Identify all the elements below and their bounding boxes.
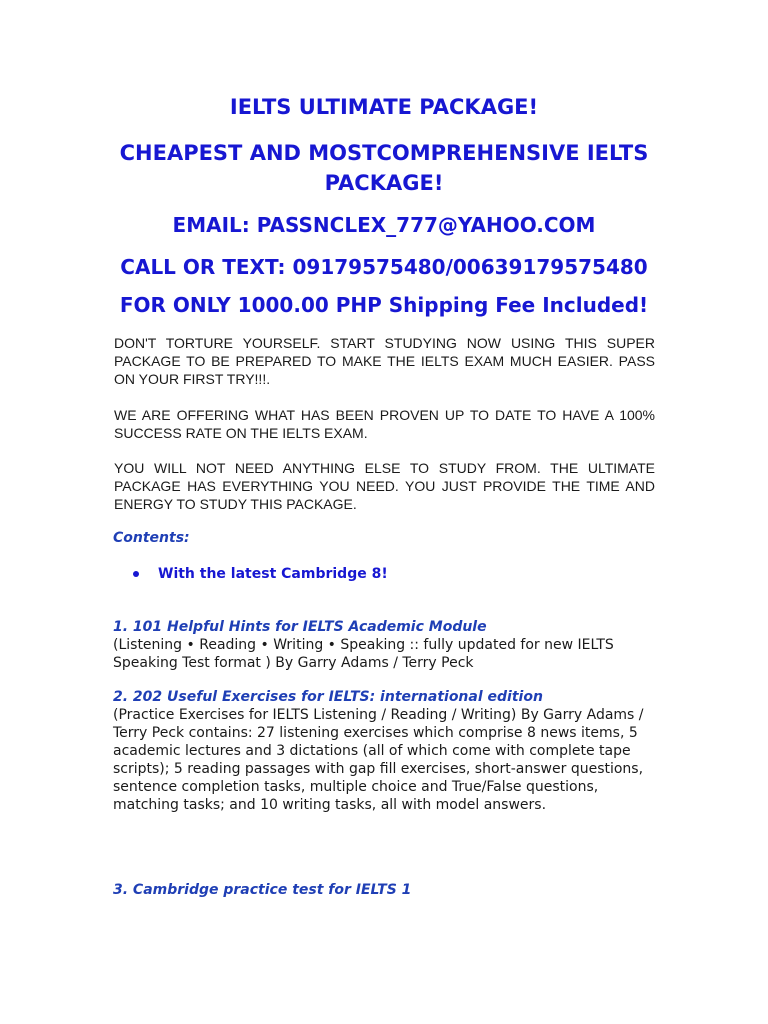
contact-phone: CALL OR TEXT: 09179575480/00639179575480 bbox=[120, 255, 648, 279]
list-item bbox=[133, 565, 388, 583]
page-title: IELTS ULTIMATE PACKAGE! bbox=[229, 95, 539, 119]
book-title-1: 1. 101 Helpful Hints for IELTS Academic Module bbox=[113, 619, 487, 635]
feature-list bbox=[133, 565, 388, 583]
package-paragraph: YOU WILL NOT NEED ANYTHING ELSE TO STUDY FROM. THE ULTIMATE PACKAGE HAS EVERYTHING YOU NEED. YOU JUST PROVIDE THE TIME AND ENERGY TO STUDY THIS PACKAGE. bbox=[114, 460, 655, 512]
bullet-icon bbox=[133, 571, 139, 577]
intro-paragraph: DON'T TORTURE YOURSELF. START STUDYING NOW USING THIS SUPER PACKAGE TO BE PREPARED TO MAKE THE IELTS EXAM MUCH EASIER. PASS ON YOUR FIRST TRY!!!. bbox=[114, 335, 655, 387]
book-description-1: (Listening • Reading • Writing • Speaking :: fully updated for new IELTS Speaking Test format ) By Garry Adams / Terry Peck bbox=[113, 637, 614, 671]
book-title-2: 2. 202 Useful Exercises for IELTS: international edition bbox=[113, 689, 543, 705]
page-subtitle: CHEAPEST AND MOSTCOMPREHENSIVE IELTS PACKAGE! bbox=[119, 141, 649, 195]
list-item-text: With the latest Cambridge 8! bbox=[158, 566, 388, 582]
book-title-3: 3. Cambridge practice test for IELTS 1 bbox=[113, 882, 412, 898]
contents-heading: Contents: bbox=[113, 530, 190, 546]
price-line: FOR ONLY 1000.00 PHP Shipping Fee Included! bbox=[119, 293, 649, 317]
offer-paragraph: WE ARE OFFERING WHAT HAS BEEN PROVEN UP TO DATE TO HAVE A 100% SUCCESS RATE ON THE IELTS EXAM. bbox=[114, 407, 655, 441]
contact-email: EMAIL: PASSNCLEX_777@YAHOO.COM bbox=[172, 213, 596, 237]
book-description-2: (Practice Exercises for IELTS Listening / Reading / Writing) By Garry Adams / Terry Peck contains: 27 listening exercises which comprise 8 news items, 5 academic lectures and 3 dictations (all of which come with complete tape scripts); 5 reading passages with gap fill exercises, short-answer questions, sentence completion tasks, multiple choice and True/False questions, matching tasks; and 10 writing tasks, all with model answers. bbox=[113, 707, 644, 813]
